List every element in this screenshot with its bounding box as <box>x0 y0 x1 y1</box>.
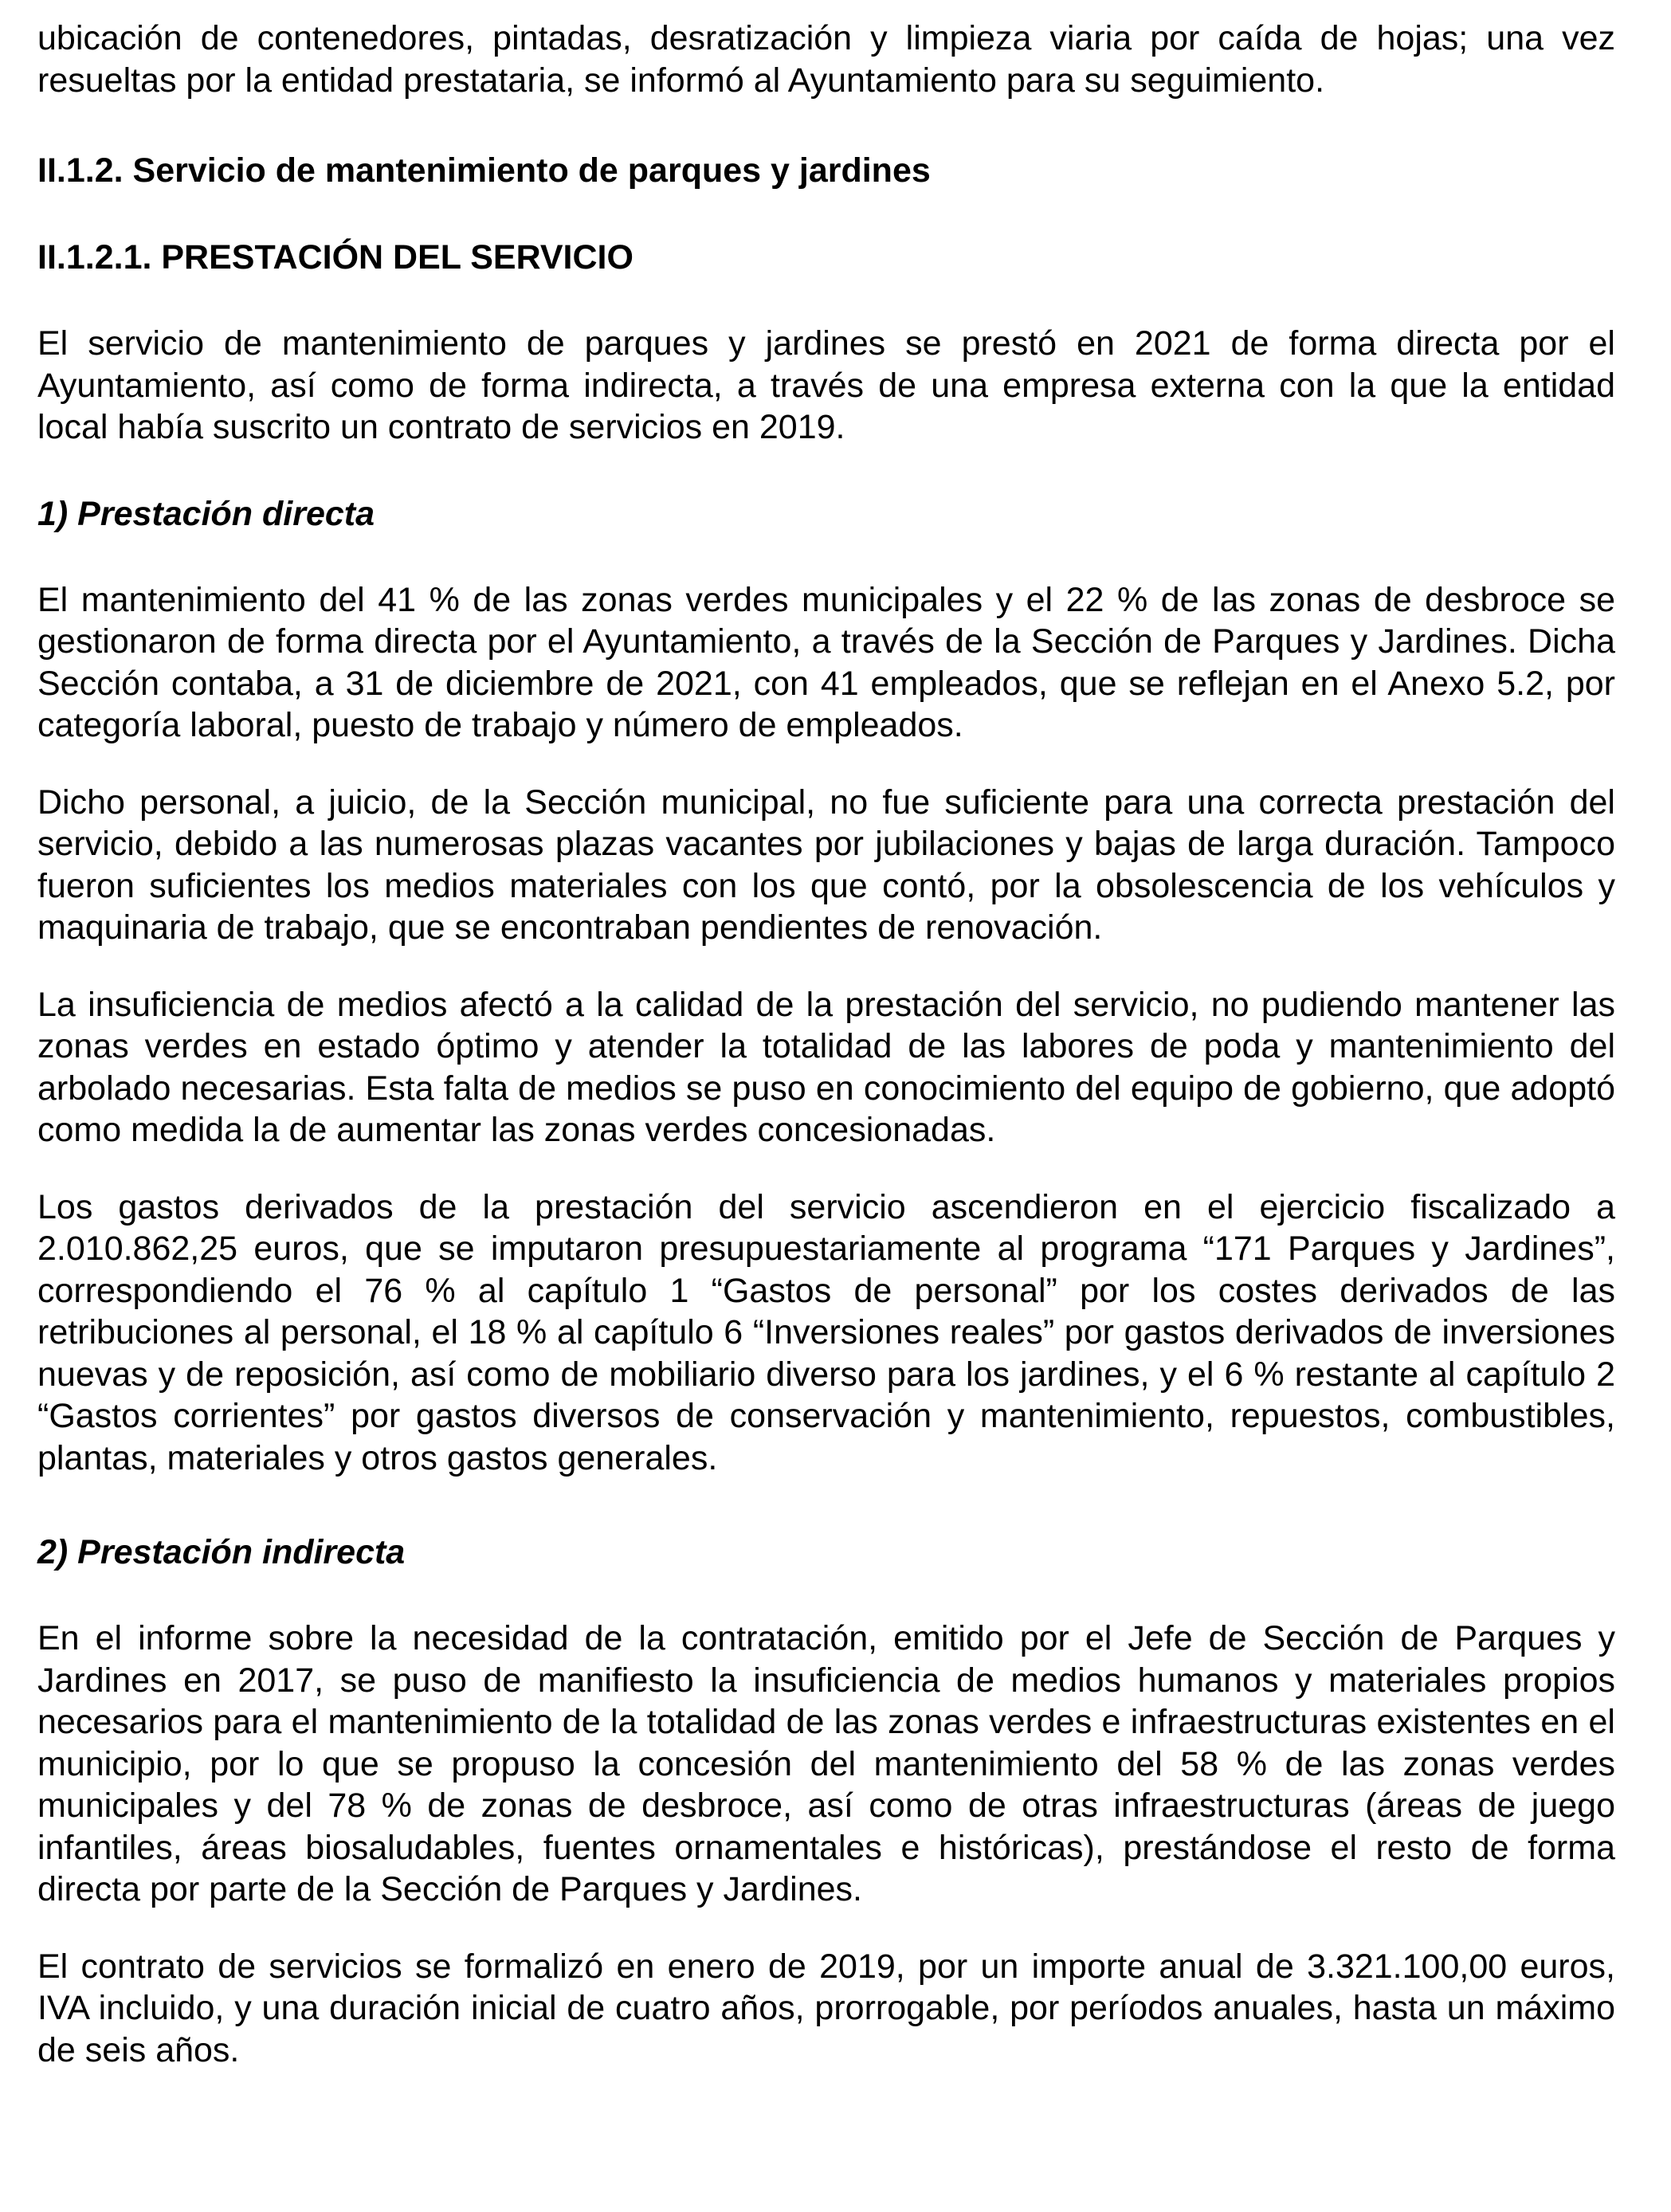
heading-prestacion-directa: 1) Prestación directa <box>37 494 375 533</box>
paragraph-indirecta-1: En el informe sobre la necesidad de la contratación, emitido por el Jefe de Sección de Parques y Jardines en 2017, se puso de manifiesto la insuficiencia de medios humanos y materiales propios necesarios para el mantenimiento de la totalidad de las zonas verdes e infraestructuras existentes en el municipio, por lo que se propuso la concesión del mantenimiento del 58 % de las zonas verdes municipales y del 78 % de zonas de desbroce, así como de otras infraestructuras (áreas de juego infantiles, áreas biosaludables, fuentes ornamentales e históricas), prestándose el resto de forma directa por parte de la Sección de Parques y Jardines. <box>37 1619 1615 1908</box>
paragraph-intro: ubicación de contenedores, pintadas, desratización y limpieza viaria por caída de hojas; una vez resueltas por la entidad prestataria, se informó al Ayuntamiento para su seguimiento. <box>37 19 1615 100</box>
heading-prestacion-indirecta: 2) Prestación indirecta <box>37 1533 406 1571</box>
paragraph-directa-2: Dicho personal, a juicio, de la Sección municipal, no fue suficiente para una correcta prestación del servicio, debido a las numerosas plazas vacantes por jubilaciones y bajas de larga duración. Tampoco fueron suficientes los medios materiales con los que contó, por la obsolescencia de los vehículos y maquinaria de trabajo, que se encontraban pendientes de renovación. <box>37 782 1615 947</box>
section-heading: II.1.2. Servicio de mantenimiento de parques y jardines <box>37 151 931 190</box>
paragraph-directa-1: El mantenimiento del 41 % de las zonas verdes municipales y el 22 % de las zonas de desbroce se gestionaron de forma directa por el Ayuntamiento, a través de la Sección de Parques y Jardines. Dicha Sección contaba, a 31 de diciembre de 2021, con 41 empleados, que se reflejan en el Anexo 5.2, por categoría laboral, puesto de trabajo y número de empleados. <box>37 580 1615 744</box>
paragraph-directa-3: La insuficiencia de medios afectó a la calidad de la prestación del servicio, no pudiendo mantener las zonas verdes en estado óptimo y atender la totalidad de las labores de poda y mantenimiento del arbolado necesarias. Esta falta de medios se puso en conocimiento del equipo de gobierno, que adoptó como medida la de aumentar las zonas verdes concesionadas. <box>37 985 1615 1149</box>
paragraph-indirecta-2: El contrato de servicios se formalizó en enero de 2019, por un importe anual de 3.321.100,00 euros, IVA incluido, y una duración inicial de cuatro años, prorrogable, por períodos anuales, hasta un máximo de seis años. <box>37 1947 1615 2069</box>
subsection-heading: II.1.2.1. PRESTACIÓN DEL SERVICIO <box>37 238 633 276</box>
paragraph-servicio: El servicio de mantenimiento de parques y jardines se prestó en 2021 de forma directa por el Ayuntamiento, así como de forma indirecta, a través de una empresa externa con la que la entidad local había suscrito un contrato de servicios en 2019. <box>37 324 1615 446</box>
document-page <box>37 18 1615 2071</box>
paragraph-directa-4: Los gastos derivados de la prestación del servicio ascendieron en el ejercicio fiscalizado a 2.010.862,25 euros, que se imputaron presupuestariamente al programa “171 Parques y Jardines”, correspondiendo el 76 % al capítulo 1 “Gastos de personal” por los costes derivados de las retribuciones al personal, el 18 % al capítulo 6 “Inversiones reales” por gastos derivados de inversiones nuevas y de reposición, así como de mobiliario diverso para los jardines, y el 6 % restante al capítulo 2 “Gastos corrientes” por gastos diversos de conservación y mantenimiento, repuestos, combustibles, plantas, materiales y otros gastos generales. <box>37 1187 1615 1477</box>
